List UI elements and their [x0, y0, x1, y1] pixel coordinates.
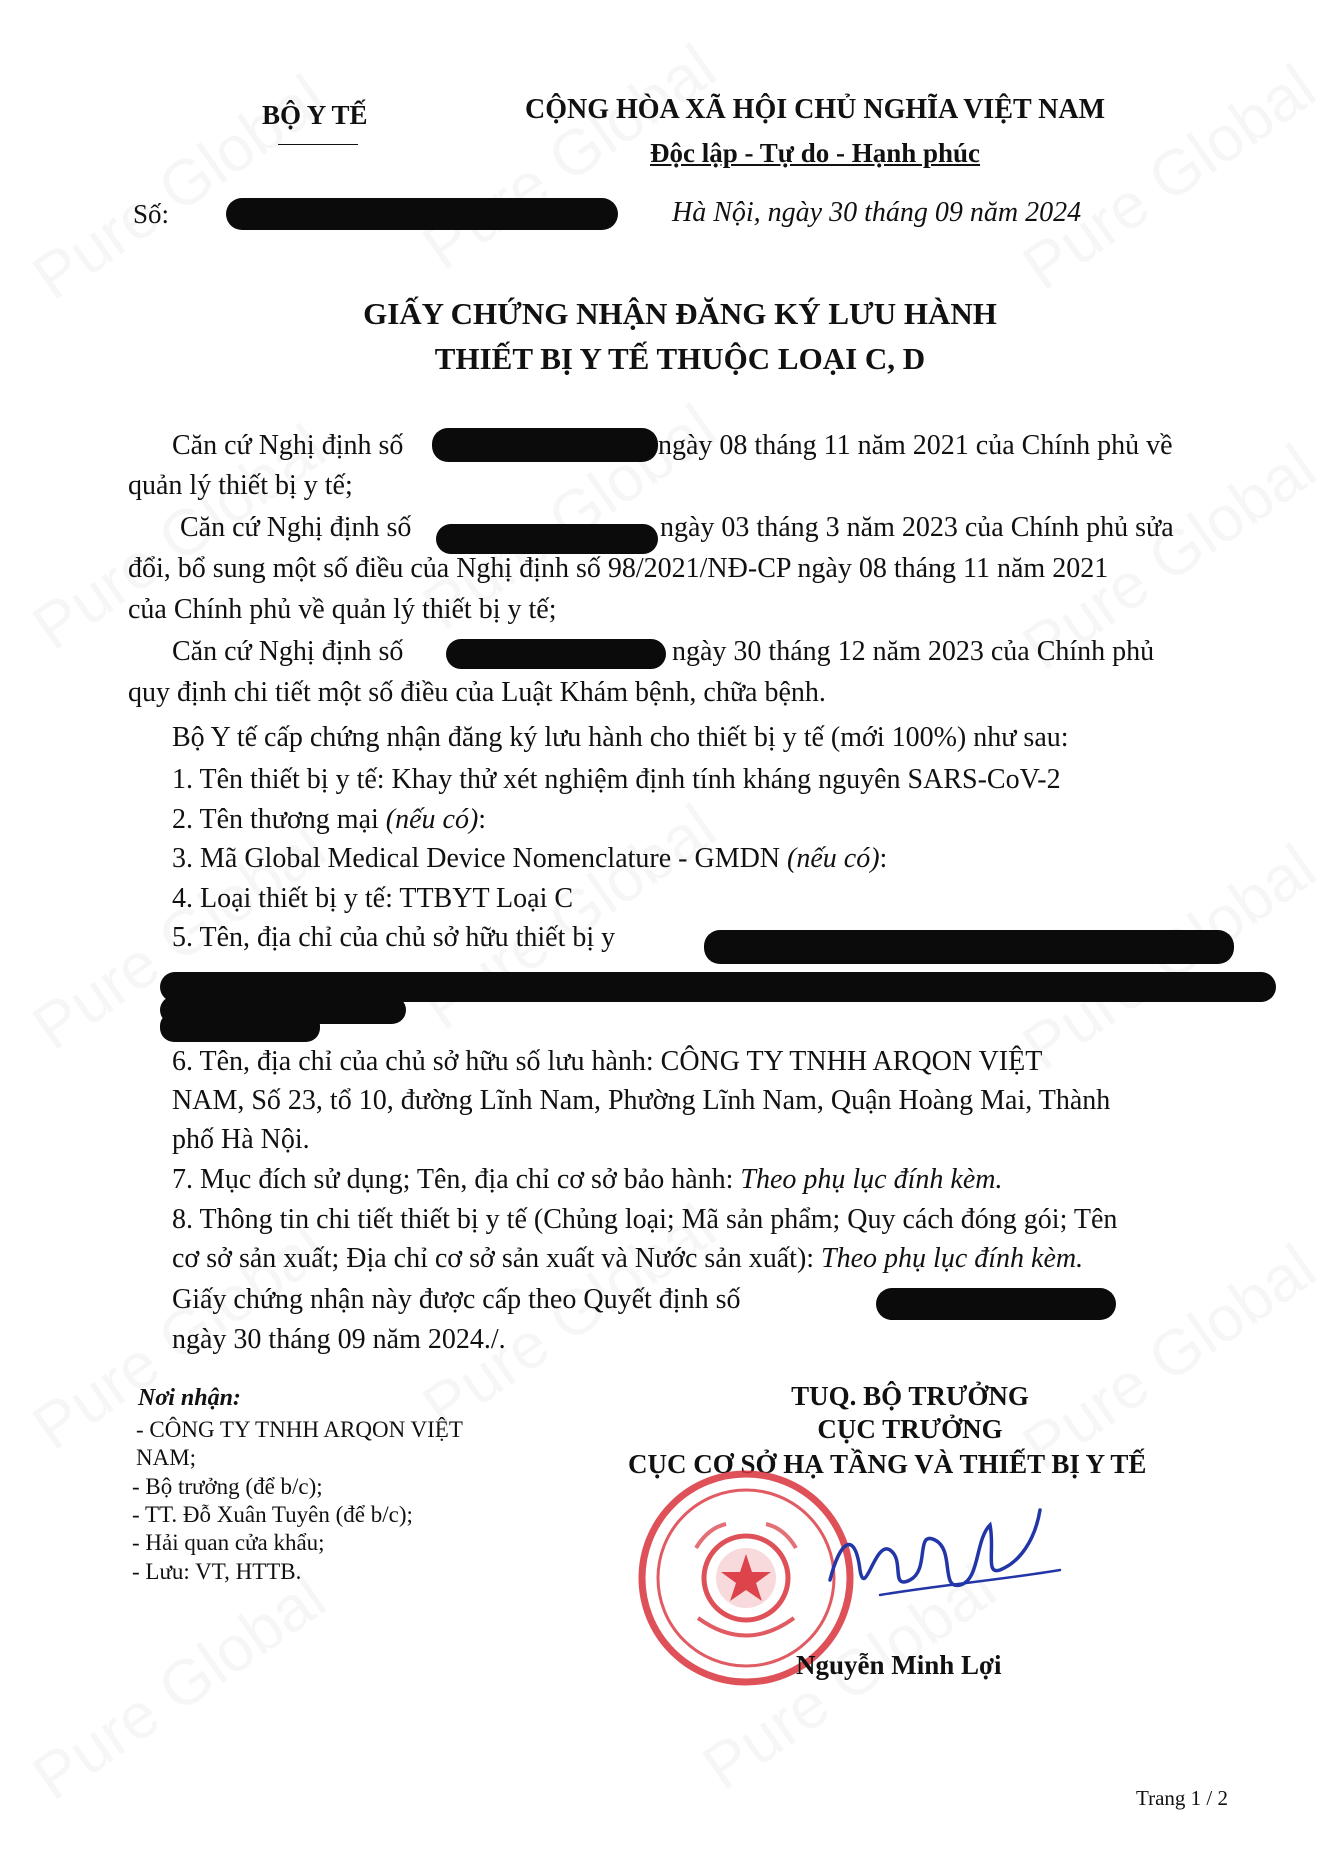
- title-line-1: GIẤY CHỨNG NHẬN ĐĂNG KÝ LƯU HÀNH: [363, 296, 997, 331]
- item-7-note: Theo phụ lục đính kèm.: [740, 1164, 1003, 1195]
- place-date: Hà Nội, ngày 30 tháng 09 năm 2024: [672, 197, 1082, 228]
- decree-3-rest: ngày 30 tháng 12 năm 2023 của Chính phủ: [672, 636, 1155, 667]
- redacted-decision-number: [876, 1288, 1116, 1320]
- recipient-item: - Hải quan cửa khẩu;: [132, 1530, 325, 1555]
- decision-line: Giấy chứng nhận này được cấp theo Quyết định số: [172, 1284, 741, 1315]
- document-number-label: Số:: [133, 199, 170, 229]
- item-8-note: Theo phụ lục đính kèm.: [821, 1243, 1084, 1274]
- item-7: [172, 1164, 1002, 1196]
- item-8-label: cơ sở sản xuất; Địa chỉ cơ sở sản xuất và Nước sản xuất):: [172, 1243, 815, 1274]
- decision-date: ngày 30 tháng 09 năm 2024./.: [172, 1324, 506, 1355]
- redacted-owner-line-1: [704, 930, 1234, 964]
- redacted-decree-1: [432, 428, 658, 462]
- decree-1-rest: ngày 08 tháng 11 năm 2021 của Chính phủ về: [658, 430, 1173, 461]
- item-8-line-1: 8. Thông tin chi tiết thiết bị y tế (Chủng loại; Mã sản phẩm; Quy cách đóng gói; Tên: [172, 1204, 1118, 1235]
- title-line-2: THIẾT BỊ Y TẾ THUỘC LOẠI C, D: [434, 341, 926, 376]
- ministry-name: BỘ Y TẾ: [262, 100, 368, 130]
- item-3: 3. Mã Global Medical Device Nomenclature - GMDN (nếu có):: [172, 843, 888, 874]
- recipient-item: - Bộ trưởng (để b/c);: [132, 1474, 323, 1499]
- item-1: 1. Tên thiết bị y tế: Khay thử xét nghiệm định tính kháng nguyên SARS-CoV-2: [172, 764, 1061, 795]
- item-2-note: (nếu có): [385, 804, 479, 835]
- watermark-text: [19, 1560, 338, 1814]
- ministry-underline: [278, 144, 358, 145]
- decree-3-lead: Căn cứ Nghị định số: [172, 636, 404, 667]
- recipient-item: - CÔNG TY TNHH ARQON VIỆT: [136, 1417, 463, 1442]
- item-8-line-2: [172, 1243, 1083, 1275]
- signature-line-1: TUQ. BỘ TRƯỞNG: [791, 1381, 1029, 1411]
- item-3-label: 3. Mã Global Medical Device Nomenclature - GMDN: [172, 843, 781, 874]
- watermark-text: [19, 60, 338, 314]
- item-3-note: (nếu có): [787, 843, 880, 874]
- item-2-label: 2. Tên thương mại: [172, 804, 379, 835]
- item-6-line-1: 6. Tên, địa chỉ của chủ sở hữu số lưu hành: CÔNG TY TNHH ARQON VIỆT: [172, 1046, 1043, 1077]
- republic-name: CỘNG HÒA XÃ HỘI CHỦ NGHĨA VIỆT NAM: [525, 94, 1106, 125]
- redacted-decree-3: [446, 639, 666, 669]
- signature-line-3: CỤC CƠ SỞ HẠ TẦNG VÀ THIẾT BỊ Y TẾ: [628, 1449, 1147, 1479]
- recipient-item: - TT. Đỗ Xuân Tuyên (để b/c);: [132, 1502, 413, 1527]
- item-2: 2. Tên thương mại (nếu có):: [172, 804, 487, 835]
- decree-2-cont-2: của Chính phủ về quản lý thiết bị y tế;: [128, 594, 557, 625]
- redacted-decree-2: [436, 524, 658, 554]
- decree-1-lead: Căn cứ Nghị định số: [172, 430, 404, 461]
- redacted-document-number: [226, 198, 618, 230]
- page-number: Trang 1 / 2: [1136, 1786, 1228, 1810]
- redacted-owner-line-3b: [160, 1012, 320, 1042]
- recipients-label: Nơi nhận:: [138, 1385, 241, 1411]
- signer-name: Nguyễn Minh Lợi: [796, 1650, 1002, 1680]
- decree-3-cont: quy định chi tiết một số điều của Luật Khám bệnh, chữa bệnh.: [128, 677, 826, 708]
- decree-2-cont-1: đổi, bổ sung một số điều của Nghị định số 98/2021/NĐ-CP ngày 08 tháng 11 năm 2021: [128, 553, 1109, 584]
- recipient-item: - Lưu: VT, HTTB.: [132, 1559, 302, 1584]
- intro-line: Bộ Y tế cấp chứng nhận đăng ký lưu hành cho thiết bị y tế (mới 100%) như sau:: [172, 722, 1069, 753]
- recipient-item: NAM;: [136, 1445, 197, 1470]
- item-4: 4. Loại thiết bị y tế: TTBYT Loại C: [172, 883, 574, 914]
- item-7-label: 7. Mục đích sử dụng; Tên, địa chỉ cơ sở bảo hành:: [172, 1164, 734, 1195]
- item-5: 5. Tên, địa chỉ của chủ sở hữu thiết bị y: [172, 922, 616, 953]
- signature-line-2: CỤC TRƯỞNG: [817, 1414, 1003, 1444]
- item-6-line-3: phố Hà Nội.: [172, 1124, 310, 1155]
- watermark-text: [1009, 50, 1322, 304]
- decree-2-rest: ngày 03 tháng 3 năm 2023 của Chính phủ sửa: [660, 512, 1174, 543]
- item-6-line-2: NAM, Số 23, tổ 10, đường Lĩnh Nam, Phường Lĩnh Nam, Quận Hoàng Mai, Thành: [172, 1085, 1111, 1116]
- handwritten-signature-icon: [820, 1500, 1070, 1610]
- motto: Độc lập - Tự do - Hạnh phúc: [650, 138, 981, 168]
- decree-2-lead: Căn cứ Nghị định số: [180, 512, 412, 543]
- decree-1-cont: quản lý thiết bị y tế;: [128, 470, 353, 501]
